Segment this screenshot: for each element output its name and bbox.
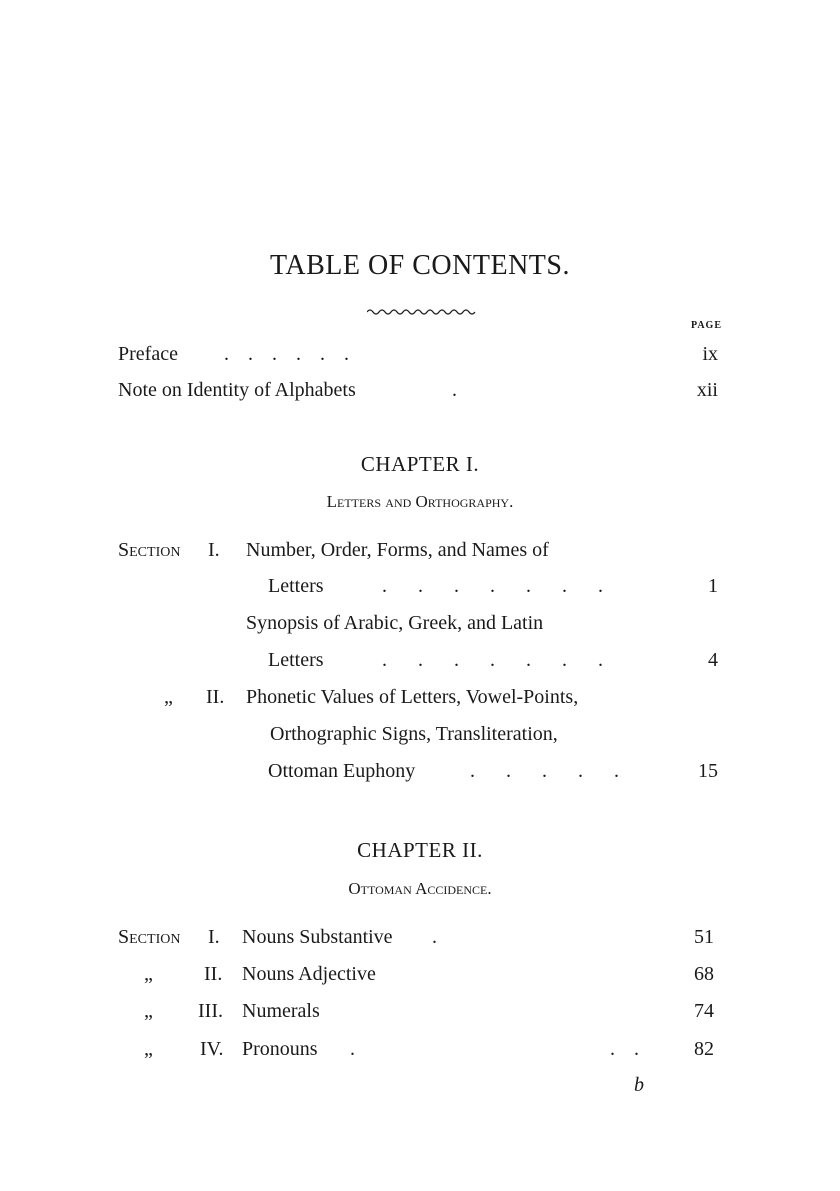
page-number: 1 [708,575,718,597]
section-label: Section [118,539,181,561]
ditto-mark: „ [144,1000,153,1022]
leader-dots: . . . . . . . [382,649,603,671]
page-number: 15 [698,760,718,782]
toc-entry-preface[interactable] [118,343,178,366]
page-number: 82 [694,1038,714,1060]
entry-label-continued: Ottoman Euphony [268,760,416,782]
chapter-1-heading: CHAPTER I. [360,452,480,476]
chapter-2-heading: CHAPTER II. [357,838,483,862]
toc-entry-nouns-adjective[interactable] [242,963,376,986]
ditto-mark: „ [164,686,173,708]
section-number: II. [206,686,225,708]
entry-label: Nouns Adjective [242,963,376,985]
entry-label: Nouns Substantive [242,926,393,948]
toc-entry-nouns-substantive[interactable] [242,926,393,949]
toc-entry-section-1-line[interactable] [246,539,646,562]
entry-label: Note on Identity of Alphabets [118,379,356,401]
entry-label-continued: Letters [268,649,324,671]
entry-label: Preface [118,343,178,365]
toc-entry-synopsis[interactable] [246,612,543,635]
leader-dots: . [452,379,457,401]
ditto-mark: „ [144,963,153,985]
page-column-header: PAGE [690,320,722,331]
entry-label: Numerals [242,1000,320,1022]
signature-mark: b [634,1074,644,1096]
toc-entry-pronouns[interactable] [242,1038,318,1061]
entry-label-continued: Orthographic Signs, Transliteration, [270,723,558,745]
entry-label: Synopsis of Arabic, Greek, and Latin [246,612,544,634]
section-label: Section [118,926,181,948]
leader-dots: . . . . . . . [382,575,603,597]
entry-label-continued: Letters [268,575,324,597]
toc-entry-numerals[interactable] [242,1000,320,1023]
leader-dots: . . . . . [470,760,619,782]
decorative-wavy-rule [367,306,477,316]
page-number: xii [696,379,718,401]
ditto-mark: „ [144,1038,153,1060]
page-number: 51 [694,926,714,948]
section-number: I. [208,926,220,948]
entry-label: Phonetic Values of Letters, Vowel-Points, [246,686,579,708]
page-number: 74 [694,1000,714,1022]
toc-entry-section-2[interactable] [246,686,578,709]
section-number: II. [204,963,223,985]
section-number: III. [198,1000,223,1022]
page-number: 68 [694,963,714,985]
entry-label: Number, Order, Forms, and Names of [246,539,549,561]
page-number: 4 [708,649,718,671]
section-number: I. [208,539,220,561]
page-title: TABLE OF CONTENTS. [270,250,570,281]
leader-dots: . [432,926,437,948]
leader-dots: . [350,1038,355,1060]
leader-dots: . . . . . . [224,343,349,365]
chapter-1-subtitle: Letters and Orthography. [326,492,514,511]
page-number: ix [702,343,718,365]
toc-entry-note-on-alphabets[interactable] [118,379,356,402]
leader-dots: . . [610,1038,639,1060]
chapter-2-subtitle: Ottoman Accidence. [348,879,492,898]
section-number: IV. [200,1038,224,1060]
entry-label: Pronouns [242,1038,318,1060]
